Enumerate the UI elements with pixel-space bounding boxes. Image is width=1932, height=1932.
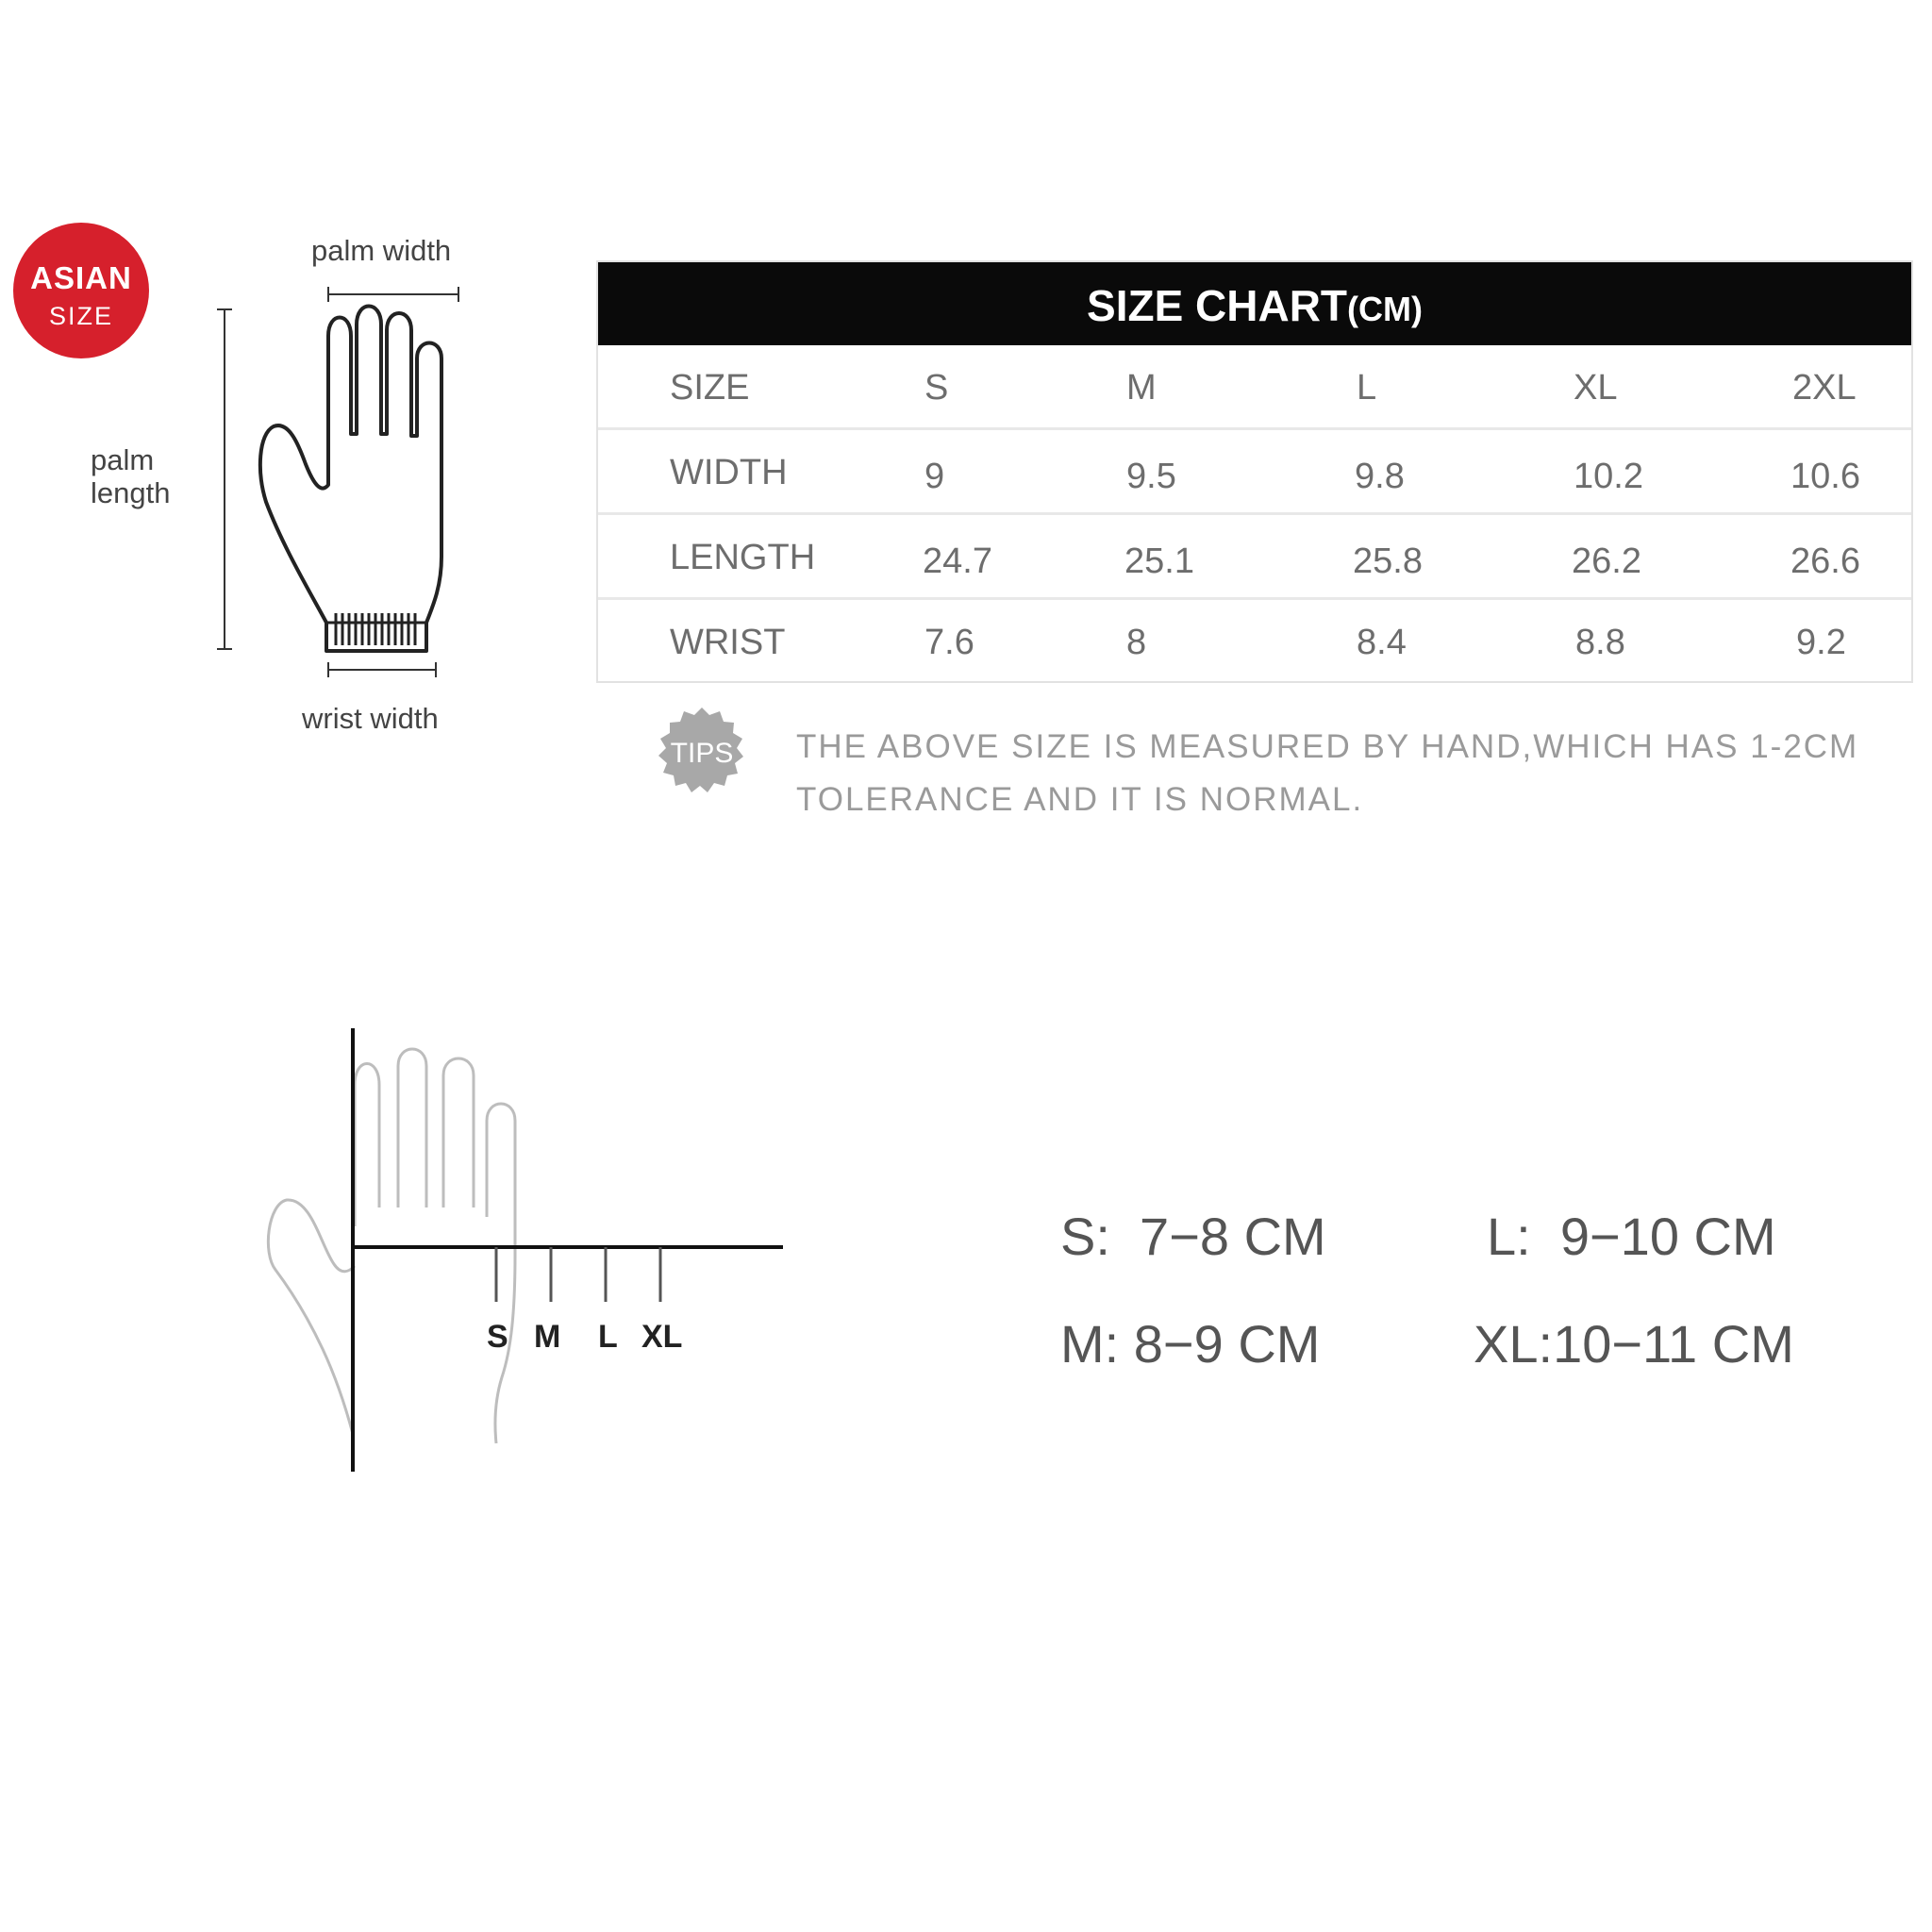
tips-line-2: TOLERANCE AND IT IS NORMAL. (796, 781, 1364, 818)
table-cell: 8.4 (1357, 623, 1407, 662)
table-cell: 10.6 (1790, 457, 1860, 496)
tips-icon-text: TIPS (670, 738, 734, 769)
table-cell: 10.2 (1574, 457, 1643, 496)
table-cell: 7.6 (924, 623, 974, 662)
table-row (598, 515, 1911, 600)
row-label: WRIST (670, 623, 786, 662)
circumference-m (1060, 1313, 1320, 1374)
circumference-range: 10−11 CM (1553, 1314, 1794, 1374)
table-cell: 25.1 (1124, 541, 1194, 581)
circumference-size: L: (1487, 1207, 1531, 1266)
table-cell: 25.8 (1353, 541, 1423, 581)
badge-line1: ASIAN (30, 260, 132, 295)
circumference-range: 9−10 CM (1559, 1207, 1776, 1266)
table-cell: 26.6 (1790, 541, 1860, 581)
badge-line2: SIZE (48, 302, 113, 330)
table-cell: 24.7 (923, 541, 992, 581)
table-row (598, 600, 1911, 685)
ruler-label-s: S (487, 1319, 508, 1355)
table-cell: 9 (924, 457, 945, 496)
circumference-range: 7−8 CM (1140, 1207, 1326, 1266)
circumference-size: XL: (1474, 1314, 1554, 1374)
table-cell: 26.2 (1572, 541, 1641, 581)
tips-line-1: THE ABOVE SIZE IS MEASURED BY HAND,WHICH HAS 1-2CM (796, 728, 1859, 765)
size-chart-table (596, 260, 1913, 683)
size-chart-title-text: SIZE CHART (1087, 281, 1348, 330)
column-header: 2XL (1792, 368, 1857, 408)
palm-width-label: palm width (311, 234, 452, 267)
table-header-row (598, 345, 1911, 430)
table-cell: 9.2 (1796, 623, 1846, 662)
table-cell: 8.8 (1575, 623, 1625, 662)
column-header: SIZE (670, 368, 750, 408)
asian-size-badge (13, 223, 149, 358)
glove-outline-icon (208, 283, 491, 717)
tips-badge-icon (657, 706, 747, 796)
ruler-label-l: L (598, 1319, 618, 1355)
wrist-width-label: wrist width (302, 702, 439, 735)
circumference-size: S: (1060, 1207, 1110, 1266)
ruler-label-m: M (534, 1319, 561, 1355)
column-header: M (1126, 368, 1157, 408)
table-cell: 8 (1126, 623, 1147, 662)
size-chart-title-unit: (CM) (1347, 290, 1423, 328)
column-header: S (924, 368, 949, 408)
circumference-l (1487, 1206, 1776, 1267)
palm-length-measure-icon (215, 308, 234, 653)
circumference-s (1060, 1206, 1326, 1267)
palm-length-label: palm length (91, 443, 171, 509)
ruler-label-xl: XL (641, 1319, 683, 1355)
circumference-size: M: (1060, 1314, 1120, 1374)
column-header: XL (1574, 368, 1618, 408)
hand-ruler-icon (255, 1028, 802, 1472)
tips-text (796, 721, 1858, 826)
column-header: L (1357, 368, 1377, 408)
circumference-xl (1474, 1313, 1794, 1374)
table-cell: 9.5 (1126, 457, 1176, 496)
table-row (598, 430, 1911, 515)
row-label: WIDTH (670, 453, 788, 492)
size-chart-title (598, 262, 1911, 345)
table-cell: 9.8 (1355, 457, 1405, 496)
circumference-range: 8−9 CM (1133, 1314, 1321, 1374)
row-label: LENGTH (670, 538, 816, 577)
